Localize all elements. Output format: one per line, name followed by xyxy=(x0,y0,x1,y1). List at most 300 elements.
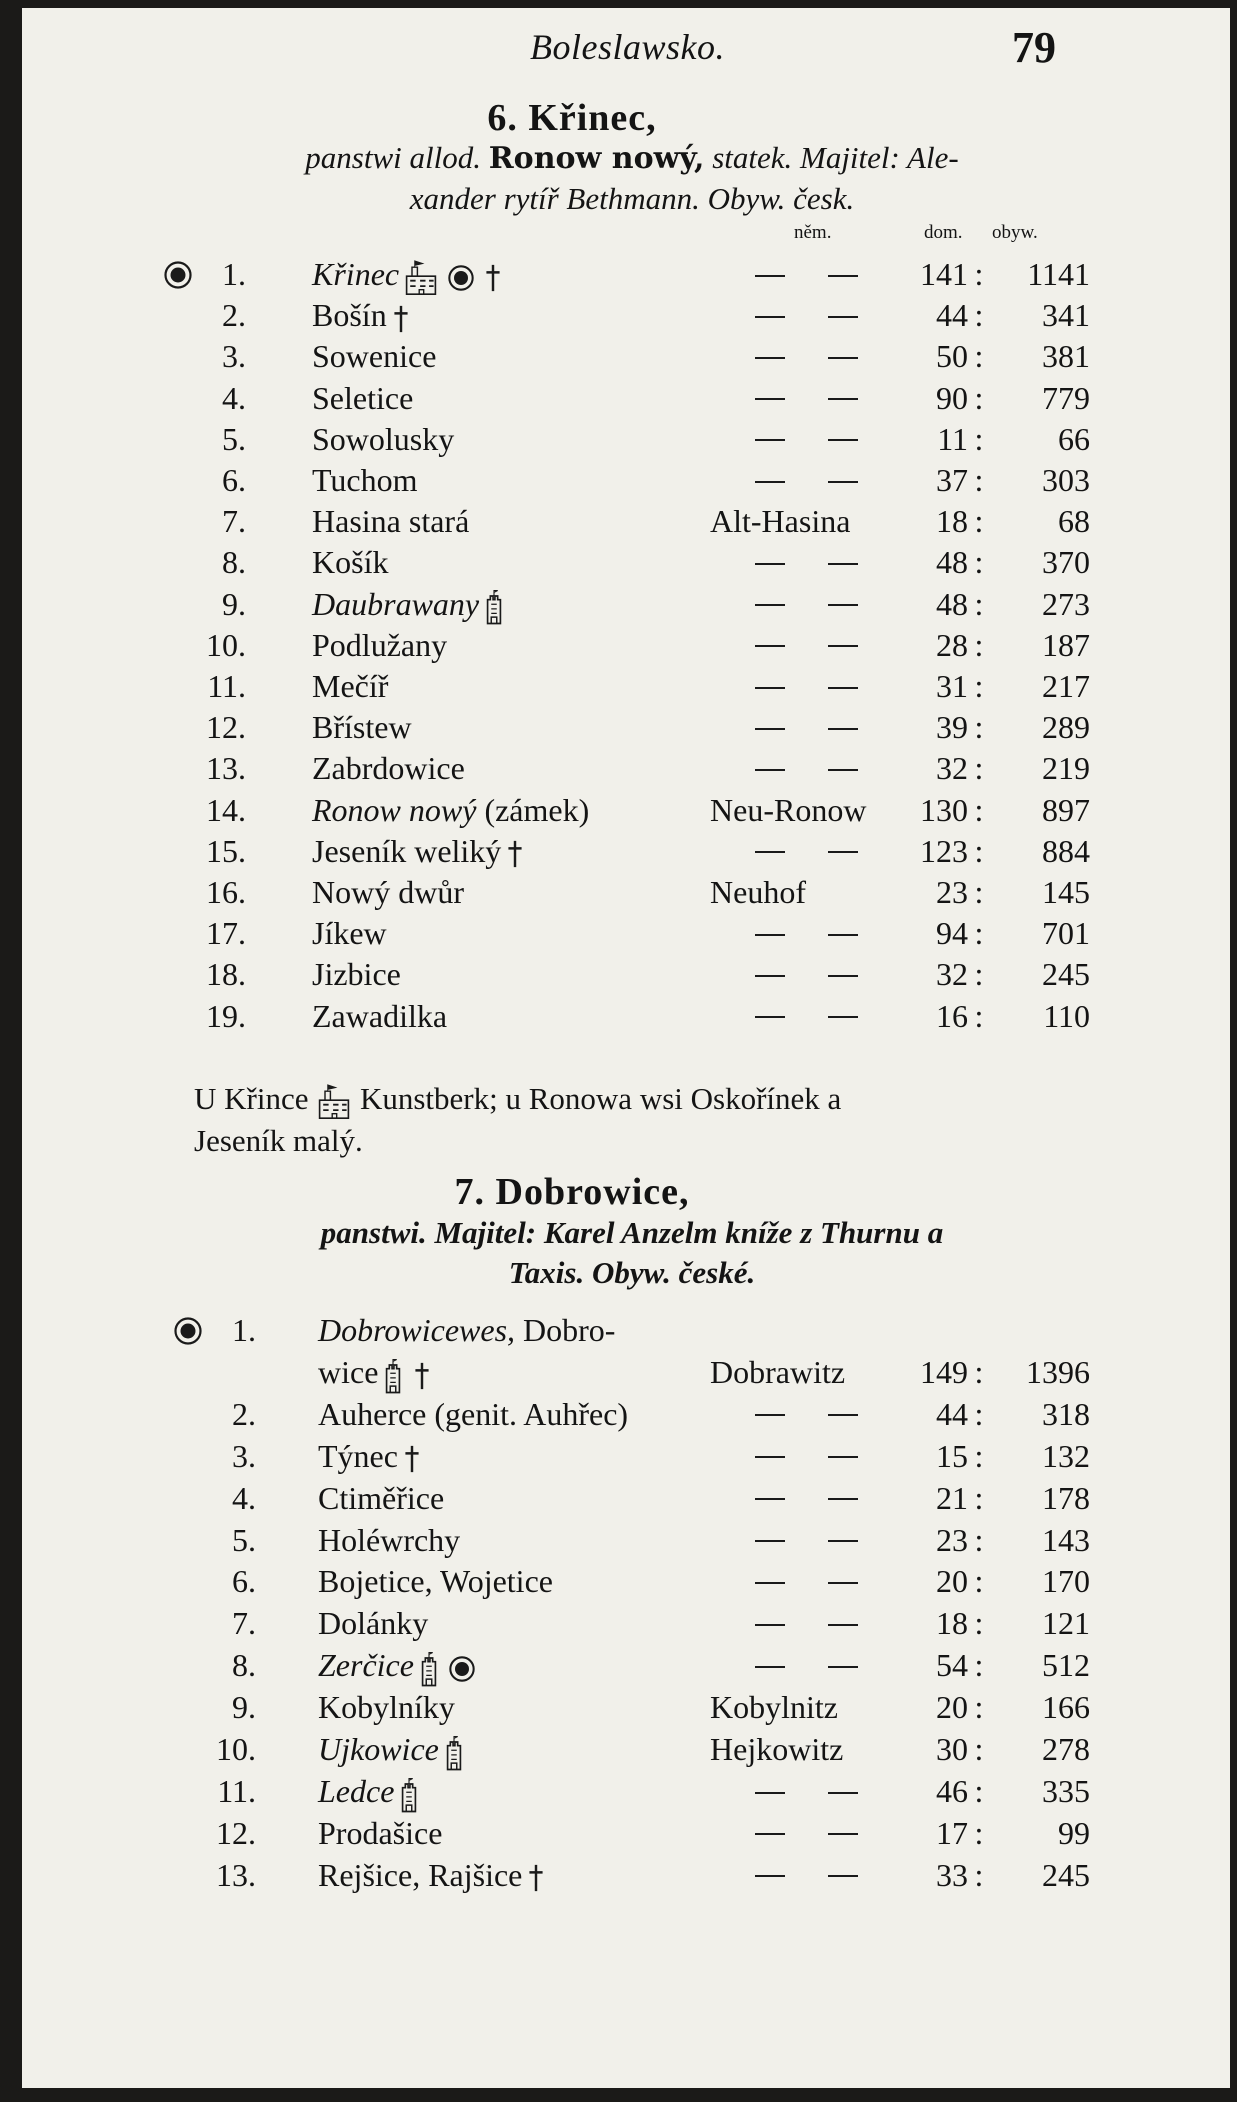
ditto-dash-1 xyxy=(755,748,785,789)
chateau-icon xyxy=(403,259,439,297)
ditto-dash-1 xyxy=(755,1394,785,1435)
population-count: 99 xyxy=(1058,1814,1090,1851)
german-name: Neuhof xyxy=(710,874,806,910)
ditto-dash-1 xyxy=(755,1771,785,1812)
section-6-sub-p5: xander rytíř Bethmann. Obyw. česk. xyxy=(409,181,855,216)
place-name-text: Zerčice xyxy=(318,1647,414,1684)
table-row xyxy=(22,1352,1122,1393)
population-count: 245 xyxy=(1042,956,1090,993)
population-count: 219 xyxy=(1042,750,1090,787)
ditto-dash-1 xyxy=(755,1520,785,1561)
note-part-b: Kunstberk; u Ronowa wsi Oskořínek a xyxy=(359,1081,842,1116)
row-number: 2. xyxy=(232,1395,256,1432)
place-name-text: Bojetice, Wojetice xyxy=(318,1563,553,1600)
table-row xyxy=(22,254,1122,295)
ditto-dash-2 xyxy=(828,460,858,501)
place-name-text: wice xyxy=(318,1353,379,1390)
population-count: 884 xyxy=(1042,832,1090,869)
place-name-text: Košík xyxy=(312,544,389,581)
ditto-dash-2 xyxy=(828,378,858,419)
ditto-dash-1 xyxy=(755,1645,785,1686)
ditto-dash-1 xyxy=(755,1478,785,1519)
place-name-text: Holéwrchy xyxy=(318,1521,461,1558)
ratio-colon: : xyxy=(974,750,984,787)
place-name-text: Křinec xyxy=(312,256,400,292)
ratio-colon: : xyxy=(974,626,984,663)
table-row xyxy=(22,872,1122,913)
place-name-text: Ctiměřice xyxy=(318,1479,445,1516)
table-row xyxy=(22,501,1122,542)
place-name-extra: Dobro- xyxy=(523,1312,616,1348)
ditto-dash-1 xyxy=(755,378,785,419)
place-name xyxy=(318,1645,480,1688)
section-7-sub-line1: panstwi. Majitel: Karel Anzelm kníže z Thurnu a xyxy=(320,1215,944,1250)
ditto-dash-2 xyxy=(828,748,858,789)
table-row xyxy=(22,295,1122,336)
house-count: 37 xyxy=(936,462,968,498)
ditto-dash-2 xyxy=(828,913,858,954)
castle-icon xyxy=(398,1776,420,1814)
table-row xyxy=(22,707,1122,748)
note-part-a: U Křince xyxy=(194,1081,309,1116)
place-name-text: Dobrowicewes, xyxy=(318,1312,516,1348)
column-header-obyw: obyw. xyxy=(992,222,1038,243)
section-6-note-cont: Jeseník malý. xyxy=(194,1123,363,1158)
place-name-extra: (zámek) xyxy=(484,791,590,828)
cross-icon xyxy=(526,1862,546,1894)
section-6-sub-p1: panstwi allod. xyxy=(305,140,481,175)
row-number: 1. xyxy=(222,256,246,292)
cross-icon xyxy=(391,303,411,335)
row-number: 19. xyxy=(206,997,246,1034)
house-count: 46 xyxy=(936,1772,968,1809)
place-name xyxy=(312,625,447,666)
population-count: 145 xyxy=(1042,874,1090,910)
place-name xyxy=(312,913,387,954)
place-name-text: Zabrdowice xyxy=(312,750,465,787)
column-header-dom: dom. xyxy=(924,222,963,243)
ditto-dash-1 xyxy=(755,666,785,707)
place-name-text: Jeseník weliký xyxy=(312,832,502,869)
row-number: 17. xyxy=(206,915,246,952)
place-name-text: Dolánky xyxy=(318,1605,429,1642)
table-row xyxy=(22,336,1122,377)
place-name-text: Týnec xyxy=(318,1437,398,1474)
ditto-dash-2 xyxy=(828,1645,858,1686)
ditto-dash-1 xyxy=(755,913,785,954)
place-name xyxy=(318,1561,553,1602)
place-name xyxy=(312,254,507,297)
place-name xyxy=(318,1520,460,1561)
table-row xyxy=(22,1436,1122,1477)
ditto-dash-2 xyxy=(828,1813,858,1854)
section-6-title: 6. Křinec, xyxy=(487,97,657,139)
table-row xyxy=(22,1645,1122,1686)
ditto-dash-2 xyxy=(828,1436,858,1477)
population-count: 121 xyxy=(1042,1605,1090,1642)
ratio-colon: : xyxy=(974,1772,984,1809)
table-row xyxy=(22,419,1122,460)
row-number: 13. xyxy=(206,750,246,787)
table-row xyxy=(22,831,1122,872)
ditto-dash-1 xyxy=(755,831,785,872)
place-name xyxy=(312,996,447,1037)
row-number: 12. xyxy=(216,1814,256,1851)
place-name-text: Daubrawany xyxy=(312,585,480,622)
population-count: 701 xyxy=(1042,915,1090,952)
parish-target-icon xyxy=(448,1655,476,1683)
castle-icon xyxy=(382,1357,404,1395)
house-count: 20 xyxy=(936,1689,968,1726)
section-6-note xyxy=(194,1078,1094,1120)
house-count: 94 xyxy=(936,915,968,952)
section-6-sub-p2: Ronow nowý, xyxy=(488,141,705,176)
house-count: 32 xyxy=(936,750,968,787)
ditto-dash-2 xyxy=(828,542,858,583)
population-count: 245 xyxy=(1042,1856,1090,1893)
ditto-dash-1 xyxy=(755,336,785,377)
row-number: 18. xyxy=(206,956,246,993)
house-count: 17 xyxy=(936,1814,968,1851)
place-name-text: Prodašice xyxy=(318,1814,443,1851)
table-row xyxy=(22,1687,1122,1728)
castle-icon xyxy=(443,1734,465,1772)
ditto-dash-2 xyxy=(828,1478,858,1519)
population-count: 66 xyxy=(1058,420,1090,457)
ditto-dash-2 xyxy=(828,254,858,295)
house-count: 50 xyxy=(936,338,968,375)
ditto-dash-1 xyxy=(755,419,785,460)
ratio-colon: : xyxy=(974,1353,984,1390)
ratio-colon: : xyxy=(974,997,984,1034)
german-name: Hejkowitz xyxy=(710,1731,844,1767)
house-count: 18 xyxy=(936,1605,968,1642)
population-count: 1396 xyxy=(1026,1353,1090,1390)
place-name xyxy=(318,1687,455,1728)
place-name xyxy=(318,1813,442,1854)
row-number: 3. xyxy=(232,1437,256,1474)
table-row xyxy=(22,1310,1122,1351)
population-count: 512 xyxy=(1042,1647,1090,1684)
ratio-colon: : xyxy=(974,297,984,334)
ditto-dash-2 xyxy=(828,831,858,872)
ratio-colon: : xyxy=(974,1479,984,1516)
place-name xyxy=(312,872,464,913)
ratio-colon: : xyxy=(974,1395,984,1432)
cross-icon xyxy=(483,262,503,294)
table-row xyxy=(22,1729,1122,1770)
ratio-colon: : xyxy=(974,1563,984,1600)
ditto-dash-1 xyxy=(755,254,785,295)
place-name xyxy=(312,831,529,872)
house-count: 23 xyxy=(936,874,968,910)
cross-icon xyxy=(412,1360,432,1392)
row-number: 5. xyxy=(222,420,246,457)
ratio-colon: : xyxy=(974,1521,984,1558)
table-row xyxy=(22,378,1122,419)
place-name-text: Sowolusky xyxy=(312,420,455,457)
ratio-colon: : xyxy=(974,874,984,910)
house-count: 18 xyxy=(936,503,968,540)
ditto-dash-2 xyxy=(828,1855,858,1896)
row-number: 11. xyxy=(217,1772,256,1809)
ditto-dash-1 xyxy=(755,707,785,748)
ratio-colon: : xyxy=(974,379,984,416)
table-row xyxy=(22,996,1122,1037)
row-number: 6. xyxy=(222,462,246,498)
house-count: 15 xyxy=(936,1437,968,1474)
place-name-text: Ledce xyxy=(318,1772,395,1809)
place-name-text: Jizbice xyxy=(312,956,401,993)
place-name xyxy=(312,954,401,995)
table-row xyxy=(22,666,1122,707)
place-name xyxy=(312,460,418,501)
ditto-dash-2 xyxy=(828,954,858,995)
ratio-colon: : xyxy=(974,338,984,375)
place-name-text: Sowenice xyxy=(312,338,437,375)
castle-icon xyxy=(418,1650,440,1688)
table-row xyxy=(22,460,1122,501)
ratio-colon: : xyxy=(974,1647,984,1684)
ditto-dash-2 xyxy=(828,666,858,707)
place-name xyxy=(312,707,412,748)
table-row xyxy=(22,1520,1122,1561)
ditto-dash-2 xyxy=(828,1771,858,1812)
ditto-dash-2 xyxy=(828,419,858,460)
ratio-colon: : xyxy=(974,1689,984,1726)
population-count: 110 xyxy=(1043,997,1090,1034)
population-count: 278 xyxy=(1042,1731,1090,1767)
ratio-colon: : xyxy=(974,585,984,622)
chateau-icon xyxy=(316,1084,352,1120)
house-count: 32 xyxy=(936,956,968,993)
place-name xyxy=(318,1729,469,1772)
population-count: 381 xyxy=(1042,338,1090,375)
ratio-colon: : xyxy=(974,709,984,746)
place-name xyxy=(318,1352,436,1395)
ditto-dash-2 xyxy=(828,1520,858,1561)
house-count: 11 xyxy=(937,420,968,457)
section-7-title: 7. Dobrowice, xyxy=(454,1171,690,1213)
ratio-colon: : xyxy=(974,956,984,993)
section-7-subtitle xyxy=(172,1213,1092,1293)
ratio-colon: : xyxy=(974,544,984,581)
table-row xyxy=(22,584,1122,625)
ratio-colon: : xyxy=(974,1437,984,1474)
row-number: 2. xyxy=(222,297,246,334)
german-name: Dobrawitz xyxy=(710,1353,846,1390)
house-count: 33 xyxy=(936,1856,968,1893)
section-6-subtitle xyxy=(172,138,1092,219)
place-name xyxy=(312,419,454,460)
ratio-colon: : xyxy=(974,915,984,952)
table-row xyxy=(22,1478,1122,1519)
house-count: 20 xyxy=(936,1563,968,1600)
parish-target-icon xyxy=(447,264,475,292)
population-count: 289 xyxy=(1042,709,1090,746)
row-number: 11. xyxy=(207,668,246,704)
column-header-nem: něm. xyxy=(794,222,832,243)
ditto-dash-1 xyxy=(755,625,785,666)
population-count: 178 xyxy=(1042,1479,1090,1516)
ditto-dash-2 xyxy=(828,625,858,666)
place-name xyxy=(312,790,589,831)
castle-icon xyxy=(483,588,505,626)
population-count: 897 xyxy=(1042,791,1090,828)
house-count: 90 xyxy=(936,379,968,416)
place-name xyxy=(318,1436,426,1477)
running-title: Boleslawsko. xyxy=(530,27,725,67)
row-number: 13. xyxy=(216,1856,256,1893)
house-count: 23 xyxy=(936,1521,968,1558)
table-row xyxy=(22,1771,1122,1812)
place-name xyxy=(318,1478,444,1519)
ditto-dash-2 xyxy=(828,996,858,1037)
place-name xyxy=(312,748,465,789)
table-row xyxy=(22,1603,1122,1644)
row-number: 10. xyxy=(206,626,246,663)
ditto-dash-1 xyxy=(755,1561,785,1602)
ditto-dash-1 xyxy=(755,460,785,501)
table-row xyxy=(22,1855,1122,1896)
place-name xyxy=(312,666,388,707)
row-number: 5. xyxy=(232,1521,256,1558)
place-name-text: Jíkew xyxy=(312,915,387,952)
ditto-dash-1 xyxy=(755,1813,785,1854)
german-name: Alt-Hasina xyxy=(710,503,851,540)
row-number: 7. xyxy=(232,1605,256,1642)
population-count: 132 xyxy=(1042,1437,1090,1474)
house-count: 123 xyxy=(920,832,968,869)
ditto-dash-2 xyxy=(828,707,858,748)
row-number: 4. xyxy=(232,1479,256,1516)
population-count: 370 xyxy=(1042,544,1090,581)
table-row xyxy=(22,1394,1122,1435)
place-name-text: Kobylníky xyxy=(318,1689,455,1726)
population-count: 341 xyxy=(1042,297,1090,334)
population-count: 187 xyxy=(1042,626,1090,663)
table-row xyxy=(22,954,1122,995)
row-number: 8. xyxy=(232,1647,256,1684)
ditto-dash-1 xyxy=(755,542,785,583)
row-number: 9. xyxy=(232,1689,256,1726)
house-count: 28 xyxy=(936,626,968,663)
place-name-text: Tuchom xyxy=(312,462,418,498)
table-row xyxy=(22,1561,1122,1602)
ditto-dash-2 xyxy=(828,336,858,377)
row-number: 8. xyxy=(222,544,246,581)
ditto-dash-1 xyxy=(755,584,785,625)
place-name-text: Seletice xyxy=(312,379,414,416)
place-name-text: Auherce (genit. Auhřec) xyxy=(318,1395,629,1432)
ratio-colon: : xyxy=(974,503,984,540)
ratio-colon: : xyxy=(974,256,984,292)
place-name-text: Břístew xyxy=(312,709,412,746)
table-row xyxy=(22,913,1122,954)
ratio-colon: : xyxy=(974,1731,984,1767)
section-6-sub-p4: Majitel: Ale- xyxy=(800,140,959,175)
house-count: 149 xyxy=(920,1353,968,1390)
house-count: 39 xyxy=(936,709,968,746)
ratio-colon: : xyxy=(974,462,984,498)
cross-icon xyxy=(505,838,525,870)
population-count: 318 xyxy=(1042,1395,1090,1432)
house-count: 44 xyxy=(936,1395,968,1432)
ditto-dash-1 xyxy=(755,1436,785,1477)
house-count: 48 xyxy=(936,544,968,581)
place-name-text: Bošín xyxy=(312,297,387,334)
ratio-colon: : xyxy=(974,1605,984,1642)
place-name-text: Ujkowice xyxy=(318,1731,439,1767)
place-name xyxy=(312,501,469,542)
house-count: 48 xyxy=(936,585,968,622)
place-name-text: Ronow nowý xyxy=(312,791,477,828)
house-count: 30 xyxy=(936,1731,968,1767)
place-name-text: Mečíř xyxy=(312,668,389,704)
ditto-dash-1 xyxy=(755,295,785,336)
house-count: 141 xyxy=(920,256,968,292)
place-name xyxy=(312,378,413,419)
table-row xyxy=(22,790,1122,831)
place-name xyxy=(318,1855,550,1896)
ditto-dash-1 xyxy=(755,996,785,1037)
section-6-sub-p3: statek. xyxy=(712,140,793,175)
cross-icon xyxy=(402,1443,422,1475)
place-name-text: Zawadilka xyxy=(312,997,448,1034)
ratio-colon: : xyxy=(974,791,984,828)
ditto-dash-2 xyxy=(828,584,858,625)
row-number: 16. xyxy=(206,874,246,910)
population-count: 217 xyxy=(1042,668,1090,704)
row-number: 14. xyxy=(206,791,246,828)
place-name xyxy=(312,584,509,627)
house-count: 130 xyxy=(920,791,968,828)
table-row xyxy=(22,748,1122,789)
population-count: 68 xyxy=(1058,503,1090,540)
ditto-dash-1 xyxy=(755,1855,785,1896)
row-number: 1. xyxy=(232,1312,256,1348)
ditto-dash-1 xyxy=(755,1603,785,1644)
population-count: 1141 xyxy=(1027,256,1090,292)
table-row xyxy=(22,625,1122,666)
table-row xyxy=(22,542,1122,583)
ditto-dash-2 xyxy=(828,1603,858,1644)
row-number: 6. xyxy=(232,1563,256,1600)
house-count: 44 xyxy=(936,297,968,334)
row-number: 12. xyxy=(206,709,246,746)
population-count: 779 xyxy=(1042,379,1090,416)
place-name xyxy=(318,1771,424,1814)
place-name xyxy=(312,295,415,336)
book-page xyxy=(22,8,1230,2088)
house-count: 54 xyxy=(936,1647,968,1684)
place-name xyxy=(312,542,388,583)
population-count: 143 xyxy=(1042,1521,1090,1558)
ditto-dash-2 xyxy=(828,1561,858,1602)
population-count: 303 xyxy=(1042,462,1090,498)
place-name xyxy=(318,1603,428,1644)
ratio-colon: : xyxy=(974,1856,984,1893)
row-number: 4. xyxy=(222,379,246,416)
row-number: 9. xyxy=(222,585,246,622)
section-7-sub-line2: Taxis. Obyw. české. xyxy=(508,1255,756,1290)
ratio-colon: : xyxy=(974,1814,984,1851)
german-name: Kobylnitz xyxy=(710,1689,838,1726)
house-count: 21 xyxy=(936,1479,968,1516)
place-name xyxy=(318,1394,628,1435)
place-name xyxy=(318,1310,615,1351)
place-name-text: Rejšice, Rajšice xyxy=(318,1856,523,1893)
